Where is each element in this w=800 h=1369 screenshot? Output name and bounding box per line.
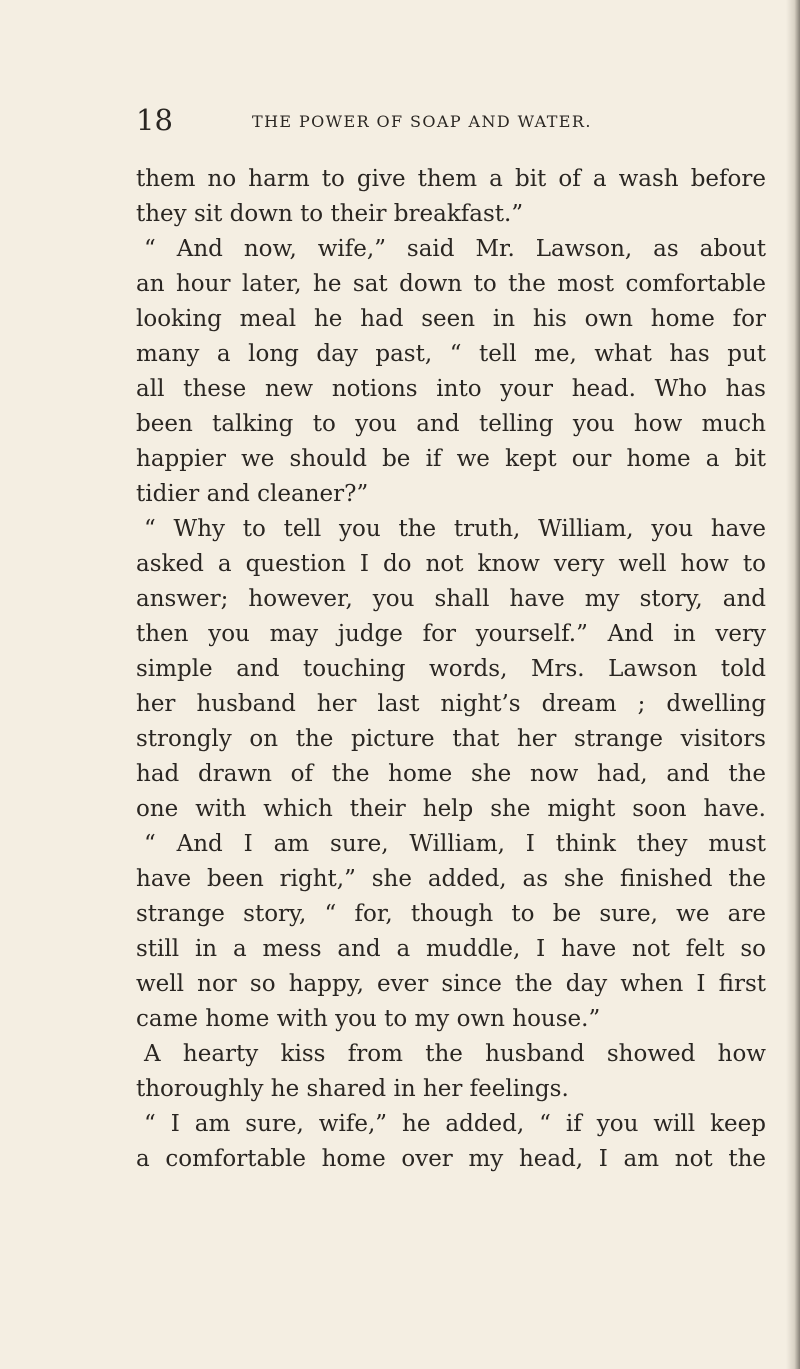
- body-text: [136, 162, 766, 1177]
- text-line: her husband her last night’s dream ; dwelling: [136, 691, 766, 717]
- text-line: an hour later, he sat down to the most comfortable: [136, 271, 766, 297]
- text-line: A hearty kiss from the husband showed how: [144, 1041, 766, 1067]
- text-line: “ And I am sure, William, I think they must: [144, 831, 766, 857]
- text-line: many a long day past, “ tell me, what has put: [136, 341, 766, 367]
- page-header: [136, 100, 766, 140]
- text-line: happier we should be if we kept our home a bit: [136, 446, 766, 472]
- text-line: simple and touching words, Mrs. Lawson told: [136, 656, 766, 682]
- text-line: “ And now, wife,” said Mr. Lawson, as about: [144, 236, 766, 262]
- text-line: “ Why to tell you the truth, William, you have: [144, 516, 766, 542]
- text-line: strange story, “ for, though to be sure, we are: [136, 901, 766, 927]
- text-line: asked a question I do not know very well how to: [136, 551, 766, 577]
- text-line: looking meal he had seen in his own home for: [136, 306, 766, 332]
- text-line: came home with you to my own house.”: [136, 1006, 601, 1032]
- text-line: tidier and cleaner?”: [136, 481, 369, 507]
- text-line: well nor so happy, ever since the day when I first: [136, 971, 766, 997]
- page-number: 18: [136, 103, 173, 137]
- text-line: thoroughly he shared in her feelings.: [136, 1076, 569, 1102]
- text-line: answer; however, you shall have my story, and: [136, 586, 766, 612]
- text-line: had drawn of the home she now had, and the: [136, 761, 766, 787]
- text-line: all these new notions into your head. Who has: [136, 376, 766, 402]
- running-title: THE POWER OF SOAP AND WATER.: [252, 112, 592, 131]
- text-line: one with which their help she might soon have.: [136, 796, 766, 822]
- text-line: a comfortable home over my head, I am not the: [136, 1146, 766, 1172]
- text-line: them no harm to give them a bit of a wash before: [136, 166, 766, 192]
- text-line: they sit down to their breakfast.”: [136, 201, 524, 227]
- text-line: have been right,” she added, as she finished the: [136, 866, 766, 892]
- text-line: then you may judge for yourself.” And in very: [136, 621, 766, 647]
- text-line: still in a mess and a muddle, I have not felt so: [136, 936, 766, 962]
- page-edge-shadow: [786, 0, 800, 1369]
- text-line: “ I am sure, wife,” he added, “ if you will keep: [144, 1111, 766, 1137]
- text-line: strongly on the picture that her strange visitors: [136, 726, 766, 752]
- text-line: been talking to you and telling you how much: [136, 411, 766, 437]
